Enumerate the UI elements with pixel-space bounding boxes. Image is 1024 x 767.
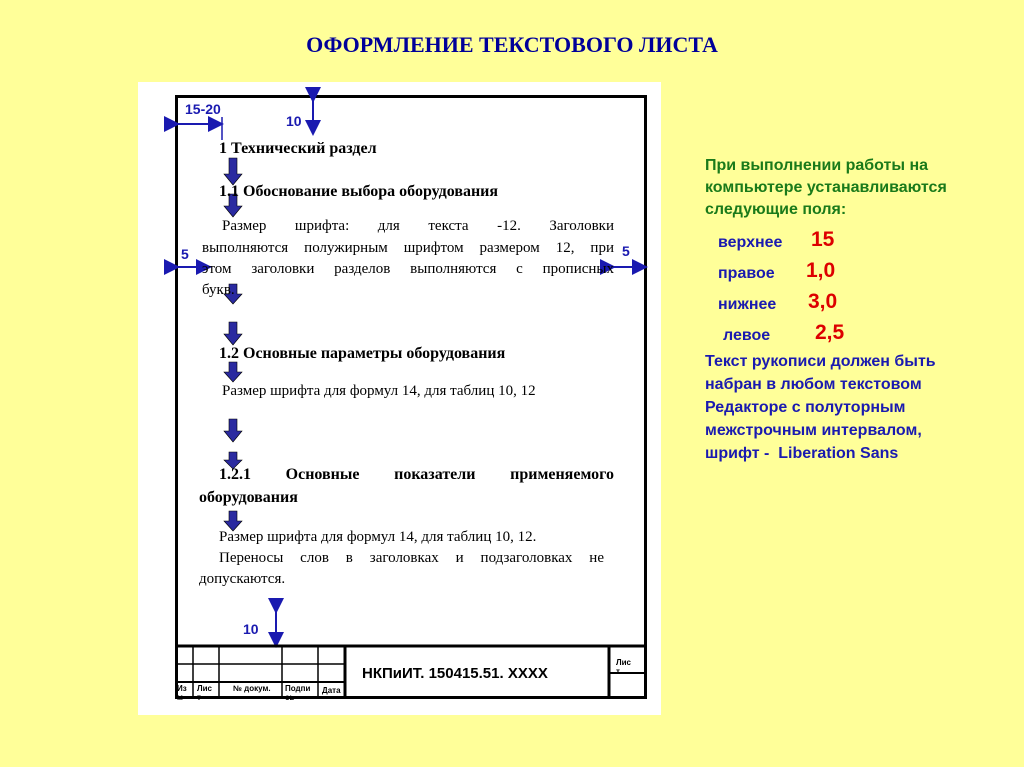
heading-1-2-1-line-2: оборудования xyxy=(199,489,298,506)
bottom-margin-label: 10 xyxy=(243,621,259,637)
left-margin-label: 15-20 xyxy=(185,101,221,117)
heading-1-2: 1.2 Основные параметры оборудования xyxy=(219,345,506,362)
info-outro-5: шрифт - Liberation Sans xyxy=(705,445,899,462)
para-1-line-4: букв. xyxy=(202,282,235,298)
field-right-value: 1,0 xyxy=(806,259,836,282)
stamp-col-date: Дата xyxy=(322,686,341,695)
info-intro-1: При выполнении работы на xyxy=(705,157,929,174)
field-right-name: правое xyxy=(718,265,775,282)
stamp-col-izm: Из м xyxy=(177,684,187,702)
info-intro-2: компьютере устанавливаются xyxy=(705,179,947,196)
field-left-value: 2,5 xyxy=(815,321,845,344)
info-outro-1: Текст рукописи должен быть xyxy=(705,353,936,370)
stamp-col-doc: № докум. xyxy=(233,684,271,693)
field-top-name: верхнее xyxy=(718,234,783,251)
top-margin-label: 10 xyxy=(286,113,302,129)
para-3-line-1: Размер шрифта для формул 14, для таблиц 10, 12. xyxy=(219,529,537,545)
stamp-sheet-label: Лис т xyxy=(616,658,631,676)
para-3-line-3: допускаются. xyxy=(199,571,286,587)
info-outro-3: Редакторе с полуторным xyxy=(705,399,906,416)
side-right-label: 5 xyxy=(622,243,630,259)
field-bottom-value: 3,0 xyxy=(808,290,838,313)
page-title: ОФОРМЛЕНИЕ ТЕКСТОВОГО ЛИСТА xyxy=(306,32,718,57)
info-intro-3: следующие поля: xyxy=(705,201,847,218)
stamp-col-list: Лис т xyxy=(197,684,212,702)
field-top-value: 15 xyxy=(811,228,835,251)
info-outro-2: набран в любом текстовом xyxy=(705,376,922,393)
field-bottom-name: нижнее xyxy=(718,296,777,313)
field-left-name: левое xyxy=(723,327,771,344)
stamp-col-sign: Подпи сь xyxy=(285,684,311,702)
para-2: Размер шрифта для формул 14, для таблиц 10, 12 xyxy=(222,383,536,399)
para-1-line-1: Размер шрифта: для текста -12. Заголовки xyxy=(222,218,614,234)
para-1-line-2: выполняются полужирным шрифтом размером 12, при xyxy=(202,240,614,256)
heading-1-2-1-line-1: 1.2.1 Основные показатели применяемого xyxy=(219,466,614,483)
doc-code: НКПиИТ. 150415.51. ХХХХ xyxy=(362,665,548,682)
heading-1: 1 Технический раздел xyxy=(219,140,377,157)
para-3-line-2: Переносы слов в заголовках и подзаголовках не xyxy=(219,550,604,566)
para-1-line-3: этом заголовки разделов выполняются с прописных xyxy=(202,261,614,277)
info-outro-4: межстрочным интервалом, xyxy=(705,422,922,439)
heading-1-1: 1.1 Обоснование выбора оборудования xyxy=(219,183,499,200)
side-left-label: 5 xyxy=(181,246,189,262)
